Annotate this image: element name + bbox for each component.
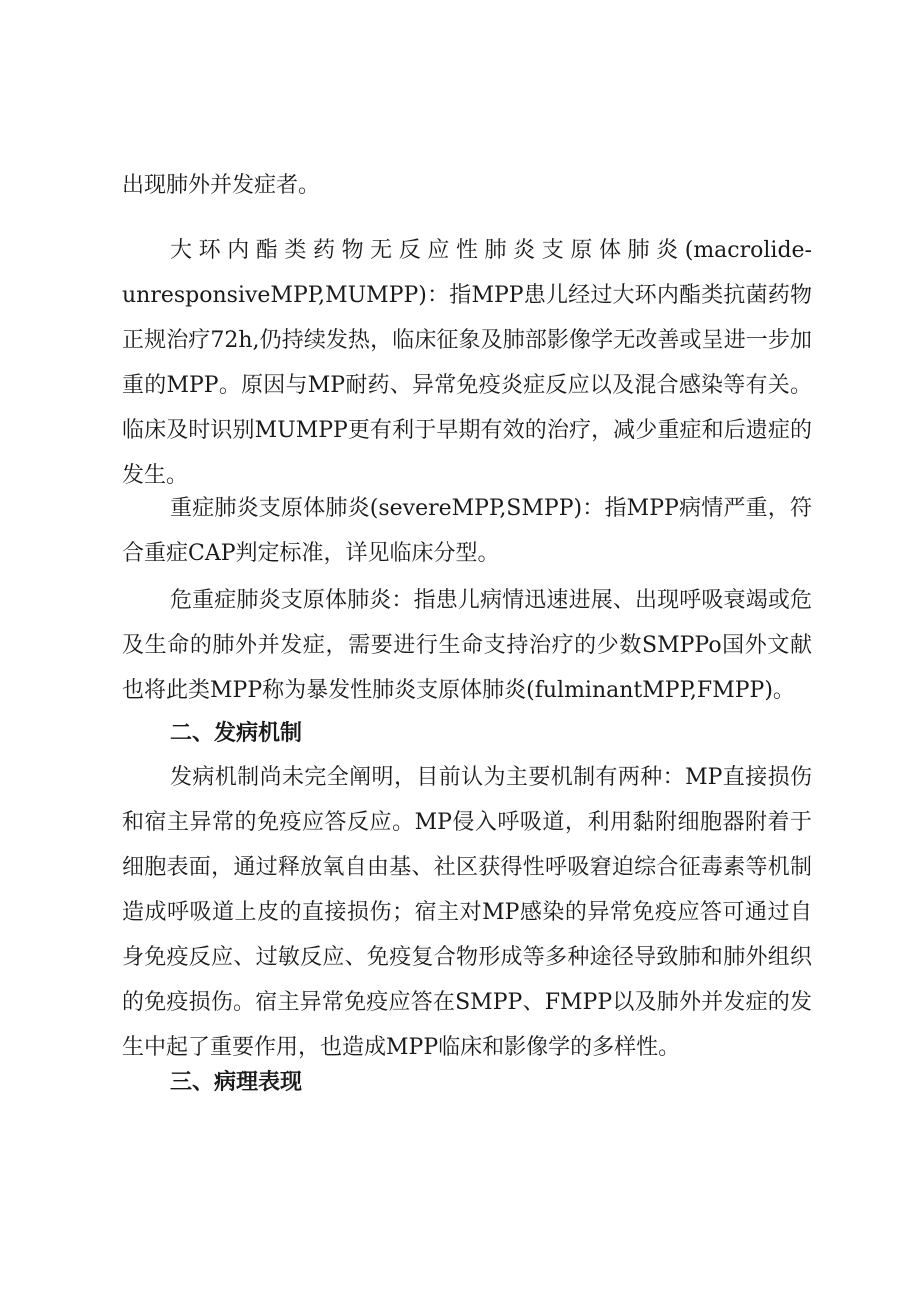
paragraph-critical-mpp: 危重症肺炎支原体肺炎：指患儿病情迅速进展、出现呼吸衰竭或危及生命的肺外并发症，需要进行生命支持治疗的少数SMPPo国外文献也将此类MPP称为暴发性肺炎支原体肺炎(fulminantMPP,FMPP)。: [122, 588, 812, 703]
paragraph-pathogenesis: 发病机制尚未完全阐明，目前认为主要机制有两种：MP直接损伤和宿主异常的免疫应答反应。MP侵入呼吸道，利用黏附细胞器附着于细胞表面，通过释放氧自由基、社区获得性呼吸窘迫综合征毒素等机制造成呼吸道上皮的直接损伤；宿主对MP感染的异常免疫应答可通过自身免疫反应、过敏反应、免疫复合物形成等多种途径导致肺和肺外组织的免疫损伤。宿主异常免疫应答在SMPP、FMPP以及肺外并发症的发生中起了重要作用，也造成MPP临床和影像学的多样性。: [122, 765, 812, 1060]
paragraph-mumpp: 大环内酯类药物无反应性肺炎支原体肺炎(macrolide-unresponsiveMPP,MUMPP)：指MPP患儿经过大环内酯类抗菌药物正规治疗72h,仍持续发热，临床征象及肺部影像学无改善或呈进一步加重的MPP。原因与MP耐药、异常免疫炎症反应以及混合感染等有关。临床及时识别MUMPP更有利于早期有效的治疗，减少重症和后遗症的发生。: [122, 238, 812, 488]
section-heading-pathogenesis: 二、发病机制: [170, 721, 303, 746]
paragraph-continuation: 出现肺外并发症者。: [122, 173, 321, 198]
paragraph-smpp: 重症肺炎支原体肺炎(severeMPP,SMPP)：指MPP病情严重，符合重症CAP判定标准，详见临床分型。: [122, 496, 812, 566]
section-heading-pathology: 三、病理表现: [170, 1070, 303, 1095]
